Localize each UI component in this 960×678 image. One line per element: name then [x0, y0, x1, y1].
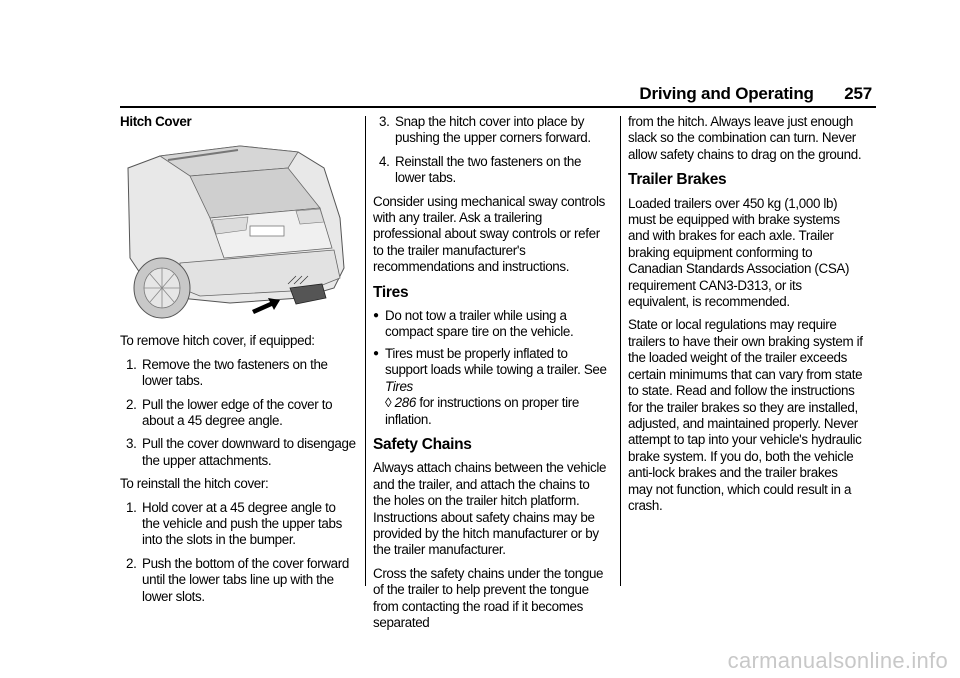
list-item: ● Tires must be properly inflated to support loads while towing a trailer. See Tires ◊ 286 for instructions on proper tire inflation.: [373, 345, 607, 427]
reinstall-steps-continued: [373, 114, 609, 187]
list-item: 1. Remove the two fasteners on the lower tabs.: [126, 356, 328, 389]
subheading-hitch-cover: Hitch Cover: [120, 114, 192, 129]
bullet-icon: ●: [373, 347, 379, 359]
list-item: 1. Hold cover at a 45 degree angle to the vehicle and push the upper tabs into the slots in the bumper.: [126, 499, 342, 548]
list-item: 4. Reinstall the two fasteners on the lower tabs.: [379, 153, 582, 186]
heading-trailer-brakes: Trailer Brakes: [628, 171, 727, 189]
list-item: 2. Push the bottom of the cover forward until the lower tabs line up with the lower slots.: [126, 555, 349, 604]
reinstall-steps-list: [120, 500, 356, 605]
heading-safety-chains: Safety Chains: [373, 435, 472, 453]
remove-steps-list: [120, 357, 356, 469]
list-item: ● Do not tow a trailer while using a compact spare tire on the vehicle.: [373, 308, 574, 340]
page-header: [639, 84, 872, 104]
bullet-icon: ●: [373, 310, 379, 322]
header-rule: [120, 106, 876, 108]
sway-controls-paragraph: Consider using mechanical sway controls with any trailer. Ask a trailering professional about sway controls or refer to the trailer manufacturer's recommendations and instructions.: [373, 193, 605, 275]
reinstall-intro: To reinstall the hitch cover:: [120, 476, 269, 492]
safety-chains-paragraph-2: Cross the safety chains under the tongue of the trailer to help prevent the tongue from contacting the road if it becomes separated: [373, 565, 604, 630]
column-3: [628, 114, 864, 521]
safety-chains-continued: from the hitch. Always leave just enough slack so the combination can turn. Never allow safety chains to drag on the ground.: [628, 114, 862, 162]
page-reference[interactable]: 286: [394, 395, 416, 411]
tires-reference-link[interactable]: Tires: [385, 378, 413, 394]
column-1: [120, 114, 356, 612]
page-ref-arrow-icon: ◊: [385, 395, 392, 411]
column-2: [373, 114, 609, 638]
heading-tires: Tires: [373, 283, 409, 301]
trailer-brakes-paragraph-2: State or local regulations may require trailers to have their own braking system if the loaded weight of the trailer exceeds certain minimums that can vary from state to state. Read and follow the instructions for the trailer brakes so they are installed, adjusted, and maintained properly. Never attempt to tap into your vehicle's hydraulic brake system. If you do, both the vehicle anti-lock brakes and the trailer brakes may not function, which could result in a crash.: [628, 317, 863, 513]
safety-chains-paragraph-1: Always attach chains between the vehicle and the trailer, and attach the chains to the holes on the trailer hitch platform. Instructions about safety chains may be provided by the hitch manufacturer or by the trailer manufacturer.: [373, 460, 607, 558]
column-divider: [365, 116, 366, 586]
trailer-brakes-paragraph-1: Loaded trailers over 450 kg (1,000 lb) must be equipped with brake systems and with brakes for each axle. Trailer braking equipment conforming to Canadian Standards Association (CSA) requirement CAN3-D313, or its equivalent, is recommended.: [628, 195, 850, 310]
watermark: carmanualsonline.info: [727, 648, 948, 673]
tires-list: [373, 308, 609, 428]
column-divider: [620, 116, 621, 586]
list-item: 3. Pull the cover downward to disengage the upper attachments.: [126, 436, 356, 468]
section-title: Driving and Operating: [639, 84, 814, 103]
hitch-cover-illustration: [120, 138, 350, 323]
list-item: 3. Snap the hitch cover into place by pushing the upper corners forward.: [379, 114, 591, 146]
remove-intro: To remove hitch cover, if equipped:: [120, 333, 315, 349]
page-number: 257: [844, 84, 872, 103]
list-item: 2. Pull the lower edge of the cover to about a 45 degree angle.: [126, 396, 333, 429]
